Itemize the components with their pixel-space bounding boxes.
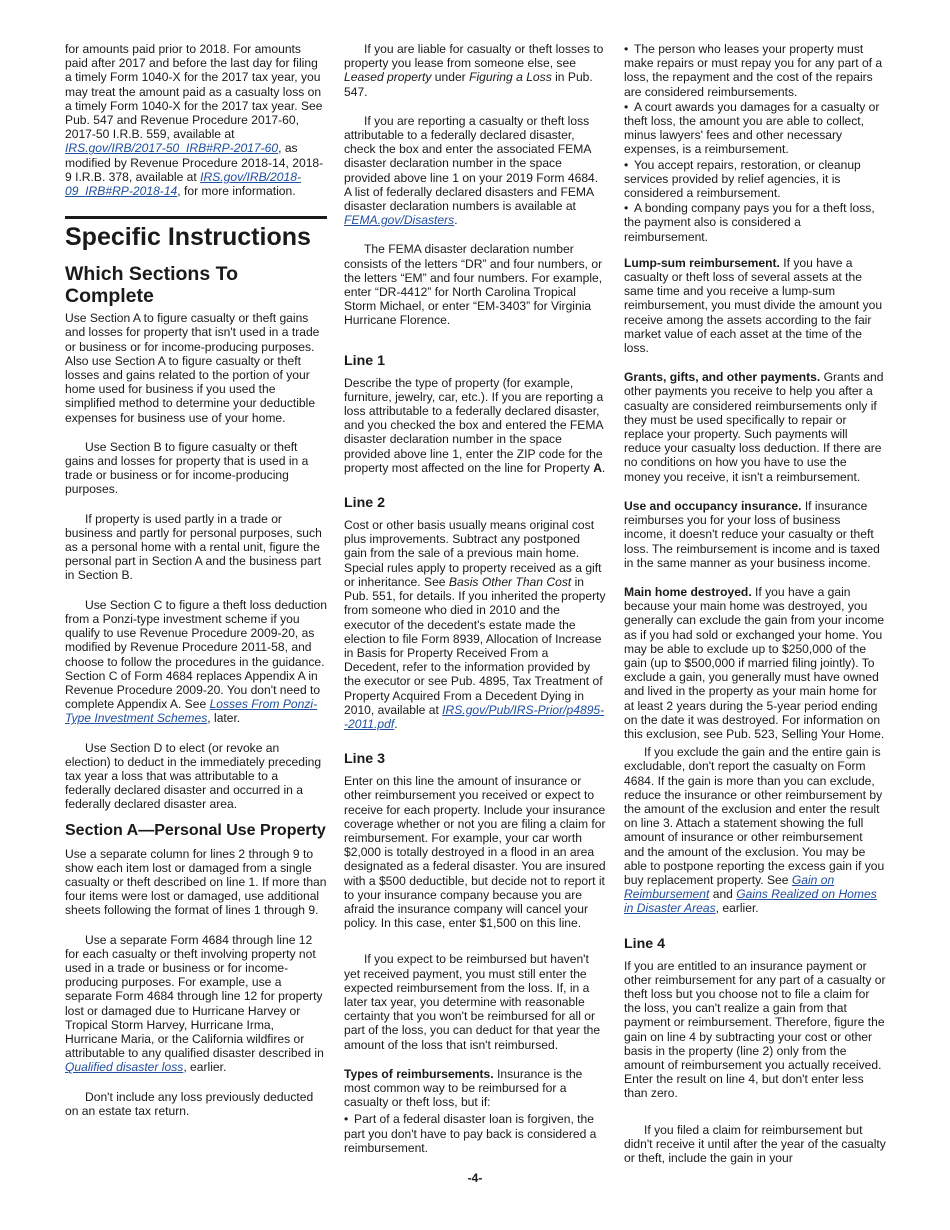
bullet-icon: • <box>344 1112 349 1127</box>
estate-tax-paragraph: Don't include any loss previously deducted on an estate tax return. <box>65 1089 314 1118</box>
ponzi-schemes-link[interactable]: Losses From Ponzi-Type Investment Schemes <box>65 697 318 726</box>
section-a-paragraph: Use Section A to figure casualty or theft gains and losses for property that isn't used in a trade or business or for income-producing purposes. Also use Section A to figure casualty or theft losses and gains related to the portion of your home used for business if you used the simplified method to determine your deductible expenses for business use of your home. <box>65 311 320 425</box>
expect-reimbursement-paragraph: If you expect to be reimbursed but haven't yet received payment, you must still enter the expected reimbursement from the loss. If, in a later tax year, you determine with reasonable certainty that you won't be reimbursed for all or part of the loss, you can deduct for that year the amount of the loss that isn't reimbursed. <box>344 952 601 1052</box>
separate-column-paragraph: Use a separate column for lines 2 through 9 to show each item lost or damaged from a single casualty or theft described on line 1. If more than four items were lost or damaged, use additional sheets following the format of lines 1 through 9. <box>65 846 327 918</box>
leased-property-paragraph: If you are liable for casualty or theft losses to property you lease from someone else, see Leased property under Figuring a Loss in Pub. 547. <box>344 42 604 99</box>
line-4-heading: Line 4 <box>624 935 665 952</box>
bullet-court-award: • A court awards you damages for a casualty or theft loss, the amount you are able to collect, minus lawyers' fees and other necessary expenses, is a reimbursement. <box>624 99 880 157</box>
specific-instructions-heading: Specific Instructions <box>65 223 311 252</box>
bullet-lease-repairs: • The person who leases your property must make repairs or must repay you for any part of a loss, the repayment and the cost of the repairs are considered reimbursements. <box>624 42 883 99</box>
section-b-paragraph: Use Section B to figure casualty or theft gains and losses for property that is used in a trade or business or for income-producing purposes. <box>65 439 309 497</box>
line-1-paragraph: Describe the type of property (for example, furniture, jewelry, car, etc.). If you are reporting a loss attributable to a federally declared disaster, and you checked the box and entered the FEMA disaster declaration number in the space provided above line 1, enter the ZIP code for the property most affected on the line for Property A. <box>344 375 606 475</box>
gains-disaster-areas-link[interactable]: Gains Realized on Homes in Disaster Areas <box>624 887 877 916</box>
line-1-heading: Line 1 <box>344 352 385 369</box>
line-3-paragraph: Enter on this line the amount of insurance or other reimbursement you received or expect to receive for each property. Include your insurance coverage whether or not you are filing a claim for reimbursement. For example, your car worth $2,000 is totally destroyed in a flood in an area designated as a federal disaster. You are insured with a $500 deductible, but decide not to report it to your insurance company because you are afraid the insurance company will cancel your policy. In this case, enter $1,500 on this line. <box>344 774 606 931</box>
bullet-bonding-company: • A bonding company pays you for a theft loss, the payment also is considered a reimbursement. <box>624 201 875 244</box>
column-2 <box>344 42 606 1155</box>
exclude-gain-paragraph: If you exclude the gain and the entire gain is excludable, don't report the casualty on Form 4684. If the gain is more than you can exclude, reduce the insurance or other reimbursement by the amount of the exclusion and enter the result on line 3. Attach a statement showing the full amount of insurance or other reimbursement and the amount of the exclusion. You may be able to postpone reporting the excess gain if you buy replacement property. See Gain on Reimbursement and Gains Realized on Homes in Disaster Areas, earlier. <box>624 745 885 916</box>
fema-disasters-link[interactable]: FEMA.gov/Disasters <box>344 213 455 228</box>
section-divider <box>65 216 327 219</box>
use-occupancy-paragraph: Use and occupancy insurance. If insurance reimburses you for your loss of business income, it doesn't reduce your casualty or theft loss. The reimbursement is income and is taxed in the same manner as your business income. <box>624 498 880 570</box>
column-1 <box>65 42 327 1118</box>
gain-on-reimbursement-link[interactable]: Gain on Reimbursement <box>624 872 835 902</box>
section-a-heading: Section A—Personal Use Property <box>65 821 326 839</box>
fema-number-paragraph: The FEMA disaster declaration number consists of the letters “DR” and four numbers, or the letters “EM” and four numbers. For example, enter “DR-4412” for North Carolina Tropical Storm Michael, or enter “EM-3403” for Virginia Hurricane Florence. <box>344 242 603 328</box>
section-d-paragraph: Use Section D to elect (or revoke an election) to deduct in the immediately preceding tax year a loss that was attributable to a federally declared disaster and occurred in a federally declared disaster area. <box>65 740 322 812</box>
bullet-relief-agencies: • You accept repairs, restoration, or cleanup services provided by relief agencies, it is considered a reimbursement. <box>624 157 861 201</box>
section-c-paragraph: Use Section C to figure a theft loss deduction from a Ponzi-type investment scheme if you qualify to use Revenue Procedure 2009-20, as modified by Revenue Procedure 2011-58, and choose to follow the procedures in the guidance. Section C of Form 4684 replaces Appendix A in Revenue Procedure 2009-20. You don't need to complete Appendix A. See Losses From Ponzi-Type Investment Schemes, later. <box>65 597 328 726</box>
which-sections-heading: Which Sections To Complete <box>65 263 238 308</box>
qualified-disaster-loss-link[interactable]: Qualified disaster loss <box>65 1060 184 1075</box>
line-3-heading: Line 3 <box>344 751 385 768</box>
main-home-paragraph: Main home destroyed. If you have a gain because your main home was destroyed, you generally can exclude the gain from your income as if you had sold or exchanged your home. You may be able to exclude up to $250,000 of the gain (up to $500,000 if married filing jointly). To exclude a gain, you generally must have owned and lived in the property as your main home for at least 2 years during the 5-year period ending on the date it was destroyed. For information on this exclusion, see Pub. 523, Selling Your Home. <box>624 584 885 741</box>
filed-claim-paragraph: If you filed a claim for reimbursement but didn't receive it until after the year of the casualty or theft, include the gain in your <box>624 1122 886 1166</box>
lump-sum-paragraph: Lump-sum reimbursement. If you have a casualty or theft loss of several assets at the same time and you receive a lump-sum reimbursement, you must divide the amount you receive among the assets according to the fair market value of each asset at the time of the loss. <box>624 255 883 356</box>
bullet-icon: • <box>624 42 629 56</box>
intro-paragraph: for amounts paid prior to 2018. For amounts paid after 2017 and before the last day for filing a timely Form 1040-X for the 2017 tax year, you may treat the amount paid as a casualty loss on a timely Form 1040-X for the 2017 tax year. See Pub. 547 and Revenue Procedure 2017-60, 2017-50 I.R.B. 559, available at IRS.gov/IRB/2017-50_IRB#RP-2017-60, as modified by Revenue Procedure 2018-14, 2018-9 I.R.B. 378, available at IRS.gov/IRB/2018-09_IRB#RP-2018-14, for more information. <box>65 42 324 199</box>
partly-used-paragraph: If property is used partly in a trade or business and partly for personal purposes, such as a personal home with a rental unit, figure the personal part in Section A and the business part in Section B. <box>65 511 322 583</box>
line-4-paragraph: If you are entitled to an insurance payment or other reimbursement for any part of a casualty or theft loss but you choose not to file a claim for the loss, you can't realize a gain from that payment or reimbursement. Therefore, figure the gain on line 4 by subtracting your cost or other basis in the property (line 2) only from the amount of reimbursement you actually received. Enter the result on line 4, but don't enter less than zero. <box>624 958 886 1101</box>
grants-paragraph: Grants, gifts, and other payments. Grants and other payments you receive to help you after a casualty are considered reimbursements only if they must be used specifically to repair or replace your property. Such payments will reduce your casualty loss deduction. If there are no conditions on how you have to use the money you receive, it isn't a reimbursement. <box>624 370 884 484</box>
separate-form-paragraph: Use a separate Form 4684 through line 12 for each casualty or theft involving property not used in a trade or business or for income-producing purposes. For example, use a separate Form 4684 through line 12 for property lost or damaged due to Hurricane Harvey or Tropical Storm Harvey, Hurricane Irma, Hurricane Maria, or the California wildfires or attributable to any qualified disaster described in Qualified disaster loss, earlier. <box>65 932 324 1075</box>
irb-2018-09-link[interactable]: IRS.gov/IRB/2018-09_IRB#RP-2018-14 <box>65 169 301 199</box>
line-2-paragraph: Cost or other basis usually means original cost plus improvements. Subtract any postponed gain from the sale of a previous main home. Special rules apply to property received as a gift or inheritance. See Basis Other Than Cost in Pub. 551, for details. If you inherited the property from someone who died in 2010 and the executor of the decedent's estate made the election to file Form 8939, Allocation of Increase in Basis for Property Received From a Decedent, refer to the information provided by the executor or see Pub. 4895, Tax Treatment of Property Acquired From a Decedent Dying in 2010, available at IRS.gov/Pub/IRS-Prior/p4895--2011.pdf. <box>344 518 606 731</box>
page-number: -4- <box>467 1171 483 1185</box>
pub-4895-link[interactable]: IRS.gov/Pub/IRS-Prior/p4895--2011.pdf <box>344 702 605 731</box>
bullet-icon: • <box>624 99 629 114</box>
column-3 <box>624 42 886 1165</box>
fema-paragraph: If you are reporting a casualty or theft loss attributable to a federally declared disaster, check the box and enter the associated FEMA disaster declaration number in the space provided above line 1 on your 2019 Form 4684. A list of federally declared disasters and FEMA disaster declaration numbers is available at FEMA.gov/Disasters. <box>344 113 599 228</box>
irb-2017-50-link[interactable]: IRS.gov/IRB/2017-50_IRB#RP-2017-60 <box>65 141 279 156</box>
bullet-disaster-loan: • Part of a federal disaster loan is forgiven, the part you don't have to pay back is considered a reimbursement. <box>344 1112 597 1155</box>
bullet-icon: • <box>624 201 629 216</box>
types-of-reimbursements-paragraph: Types of reimbursements. Insurance is the most common way to be reimbursed for a casualty or theft loss, but if: <box>344 1066 583 1110</box>
line-2-heading: Line 2 <box>344 495 385 512</box>
bullet-icon: • <box>624 157 629 172</box>
